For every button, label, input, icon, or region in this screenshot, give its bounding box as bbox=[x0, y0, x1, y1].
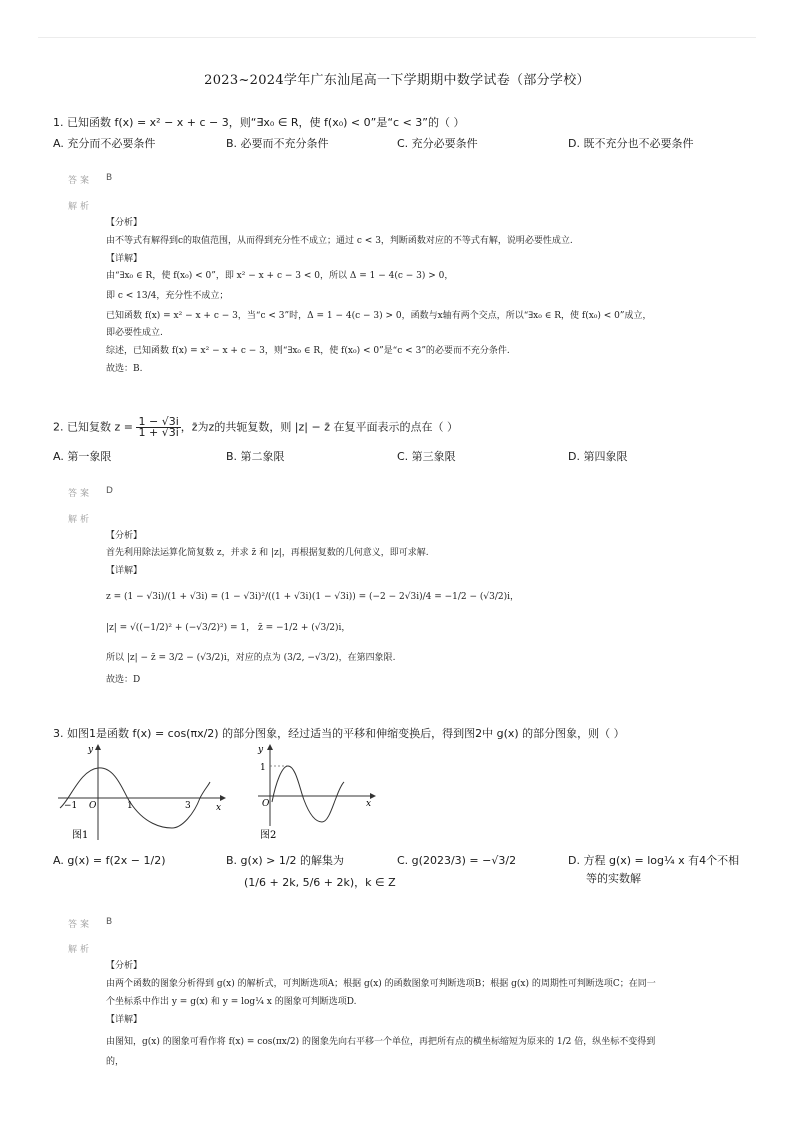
q1-option-b: B. 必要而不充分条件 bbox=[226, 137, 329, 150]
q2-analysis-line-3: |z| = √((−1/2)² + (−√3/2)²) = 1， z̄ = −1/2 + (√3/2)i， bbox=[106, 623, 351, 633]
q2-answer: D bbox=[106, 486, 113, 496]
q3-xiangjie-label: 【详解】 bbox=[106, 1015, 143, 1025]
q3-analysis-line-2: 个坐标系中作出 y = g(x) 和 y = log¼ x 的图象可判断选项D. bbox=[106, 997, 357, 1007]
fig1-tick-1: 1 bbox=[127, 801, 133, 811]
q1-analysis-line-7: 故选：B. bbox=[106, 364, 143, 374]
q1-analysis-line-6: 综述，已知函数 f(x) = x² − x + c − 3，则“∃x₀ ∈ R，使 f(x₀) < 0”是“c < 3”的必要而不充分条件. bbox=[106, 346, 510, 356]
q1-option-c: C. 充分必要条件 bbox=[397, 137, 478, 150]
question-1-text: 1. 已知函数 f(x) = x² − x + c − 3，则“∃x₀ ∈ R，使 f(x₀) < 0”是“c < 3”的（ ） bbox=[53, 116, 465, 129]
q3-answer: B bbox=[106, 917, 113, 927]
q3-fenxi-label: 【分析】 bbox=[106, 961, 143, 971]
q3-option-b-cont: (1/6 + 2k, 5/6 + 2k)，k ∈ Z bbox=[244, 876, 396, 889]
fig2-origin-label: O bbox=[262, 799, 270, 809]
fig1-x-arrow-icon bbox=[220, 795, 226, 801]
q2-fenxi-label: 【分析】 bbox=[106, 531, 143, 541]
fig1-origin-label: O bbox=[89, 801, 97, 811]
q2-option-c: C. 第三象限 bbox=[397, 450, 456, 463]
q2-analysis-label: 解析 bbox=[68, 515, 93, 525]
q2-analysis-line-1: 首先利用除法运算化简复数 z，并求 z̄ 和 |z|，再根据复数的几何意义，即可求解. bbox=[106, 548, 429, 558]
figure-2 bbox=[252, 742, 382, 842]
q1-answer: B bbox=[106, 173, 113, 183]
fig1-caption: 图1 bbox=[72, 830, 89, 841]
q1-analysis-label: 解析 bbox=[68, 202, 93, 212]
q1-xiangjie-label: 【详解】 bbox=[106, 254, 143, 264]
q3-analysis-label: 解析 bbox=[68, 945, 93, 955]
q3-option-d-cont: 等的实数解 bbox=[586, 872, 641, 885]
q2-frac-numerator: 1 − √3i bbox=[138, 415, 179, 428]
fig2-tick-1: 1 bbox=[260, 763, 266, 773]
q3-option-b: B. g(x) > 1/2 的解集为 bbox=[226, 854, 345, 867]
fig1-tick-neg1: −1 bbox=[64, 801, 78, 811]
q3-option-a: A. g(x) = f(2x − 1/2) bbox=[53, 854, 166, 867]
fig1-tick-3: 3 bbox=[185, 801, 191, 811]
fig1-x-label: x bbox=[216, 803, 222, 813]
q3-answer-label: 答案 bbox=[68, 920, 93, 930]
q2-xiangjie-label: 【详解】 bbox=[106, 566, 143, 576]
q1-option-d: D. 既不充分也不必要条件 bbox=[568, 137, 694, 150]
page-title: 2023~2024学年广东汕尾高一下学期期中数学试卷（部分学校） bbox=[204, 73, 590, 88]
q3-option-d: D. 方程 g(x) = log¼ x 有4个不相 bbox=[568, 854, 740, 867]
q1-analysis-line-2: 由“∃x₀ ∈ R，使 f(x₀) < 0”，即 x² − x + c − 3 < 0，所以 Δ = 1 − 4(c − 3) > 0， bbox=[106, 271, 454, 281]
q2-frac-denominator: 1 + √3i bbox=[138, 426, 179, 439]
q2-text-post: ，z̄为z的共轭复数，则 |z| − z̄ 在复平面表示的点在（ ） bbox=[180, 420, 458, 434]
q1-analysis-line-1: 由不等式有解得到c的取值范围，从而得到充分性不成立；通过 c < 3，判断函数对应的不等式有解，说明必要性成立. bbox=[106, 236, 573, 246]
fig2-curve bbox=[272, 766, 344, 822]
q2-text-pre: 2. 已知复数 z = bbox=[53, 420, 137, 434]
fig1-y-arrow-icon bbox=[95, 744, 101, 750]
q3-analysis-line-3: 由图知，g(x) 的图象可看作将 f(x) = cos(πx/2) 的图象先向右平移一个单位，再把所有点的横坐标缩短为原来的 1/2 倍，纵坐标不变得到 bbox=[106, 1037, 656, 1047]
q3-analysis-line-1: 由两个函数的图象分析得到 g(x) 的解析式，可判断选项A；根据 g(x) 的函数图象可判断选项B；根据 g(x) 的周期性可判断选项C；在同一 bbox=[106, 979, 656, 989]
fig2-y-arrow-icon bbox=[267, 744, 273, 750]
q1-analysis-line-4: 已知函数 f(x) = x² − x + c − 3，当“c < 3”时，Δ = 1 − 4(c − 3) > 0，函数与x轴有两个交点，所以“∃x₀ ∈ R，使 f(x₀) < 0”成立， bbox=[106, 311, 652, 321]
q2-option-a: A. 第一象限 bbox=[53, 450, 112, 463]
q2-analysis-line-4: 所以 |z| − z̄ = 3/2 − (√3/2)i，对应的点为 (3/2, −√3/2)，在第四象限. bbox=[106, 653, 396, 663]
q3-analysis-line-4: 的， bbox=[106, 1057, 125, 1067]
fig2-y-label: y bbox=[258, 745, 264, 755]
q1-analysis-line-3: 即 c < 13/4，充分性不成立； bbox=[106, 291, 229, 301]
q1-fenxi-label: 【分析】 bbox=[106, 218, 143, 228]
q2-analysis-line-5: 故选：D bbox=[106, 675, 141, 685]
fig2-x-label: x bbox=[366, 799, 372, 809]
q2-option-b: B. 第二象限 bbox=[226, 450, 285, 463]
q1-analysis-line-5: 即必要性成立. bbox=[106, 328, 163, 338]
q1-option-a: A. 充分而不必要条件 bbox=[53, 137, 156, 150]
q1-answer-label: 答案 bbox=[68, 176, 93, 186]
q3-option-c: C. g(2023/3) = −√3/2 bbox=[397, 854, 517, 867]
fig2-caption: 图2 bbox=[260, 830, 277, 841]
q2-option-d: D. 第四象限 bbox=[568, 450, 628, 463]
fig1-y-label: y bbox=[88, 745, 94, 755]
top-divider bbox=[38, 37, 756, 38]
question-3-text: 3. 如图1是函数 f(x) = cos(πx/2) 的部分图象，经过适当的平移和伸缩变换后，得到图2中 g(x) 的部分图象，则（ ） bbox=[53, 727, 625, 740]
q2-answer-label: 答案 bbox=[68, 489, 93, 499]
figure-1 bbox=[58, 742, 228, 842]
q2-analysis-line-2: z = (1 − √3i)/(1 + √3i) = (1 − √3i)²/((1 + √3i)(1 − √3i)) = (−2 − 2√3i)/4 = −1/2 − (√3/2)i， bbox=[106, 592, 520, 602]
question-2-text bbox=[53, 417, 458, 438]
